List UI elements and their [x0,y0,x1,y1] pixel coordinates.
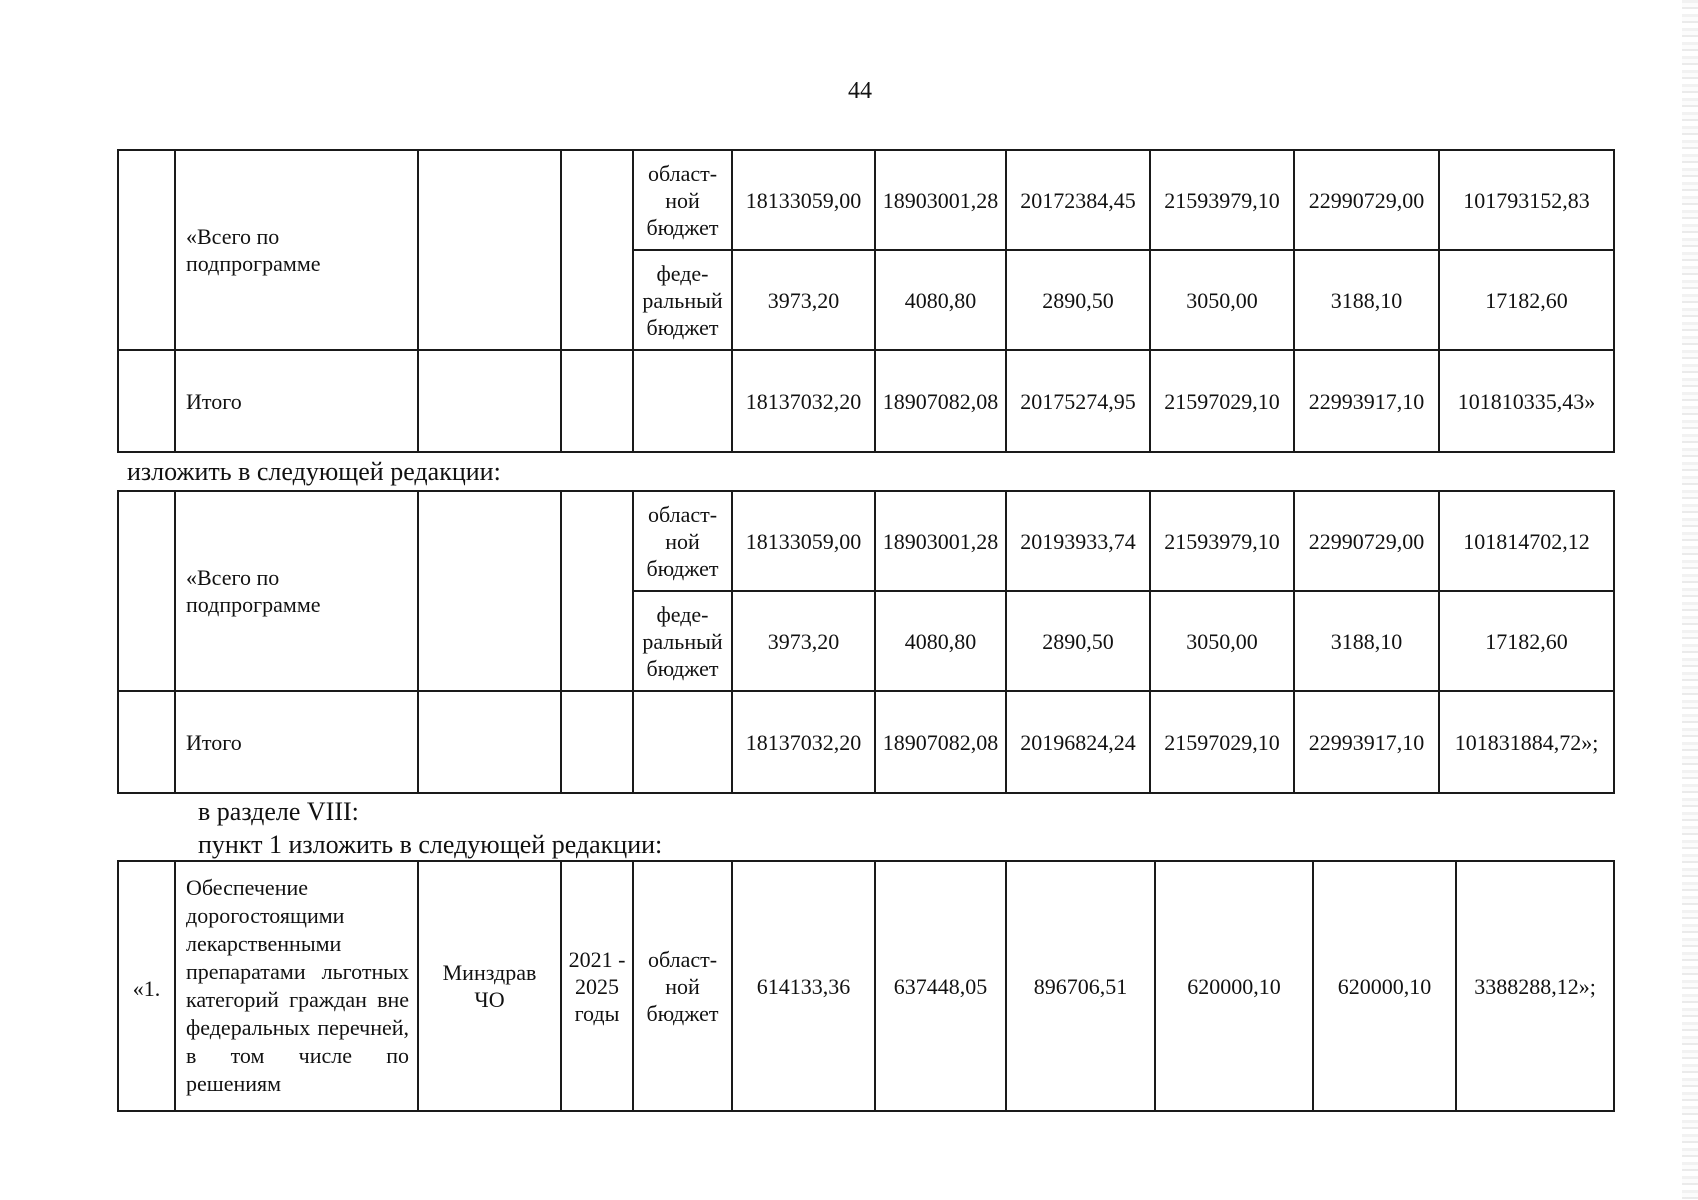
budget-source: област- ной бюджет [646,160,719,240]
old-subprogram-table [117,149,1615,453]
number-cell [118,350,175,452]
budget-source-cell [633,150,732,250]
item-description-cell [175,861,418,1111]
value-cell: 21593979,10 [1150,491,1294,591]
value-cell: 3050,00 [1150,591,1294,691]
value-cell: 20175274,95 [1006,350,1150,452]
table-row [118,861,1614,1111]
value-cell: 614133,36 [732,861,875,1111]
budget-source: област- ной бюджет [646,946,719,1026]
edition-text: изложить в следующей редакции: [127,457,501,486]
item-table [117,860,1615,1112]
table-row [118,491,1614,591]
executor-cell [418,150,561,350]
executor-cell [418,691,561,793]
item-number: «1. [132,975,161,1001]
period-cell [561,691,633,793]
table-row [118,691,1614,793]
number-cell [118,491,175,691]
value-cell: 4080,80 [875,591,1006,691]
value-cell: 18903001,28 [875,150,1006,250]
value-cell: 20172384,45 [1006,150,1150,250]
total-value-cell: 3388288,12»; [1456,861,1614,1111]
value-cell: 4080,80 [875,250,1006,350]
total-value-cell: 101793152,83 [1439,150,1614,250]
total-value-cell: 17182,60 [1439,250,1614,350]
value-cell: 3973,20 [732,591,875,691]
budget-source-cell [633,591,732,691]
value-cell: 22990729,00 [1294,150,1439,250]
value-cell: 3188,10 [1294,591,1439,691]
value-cell: 18133059,00 [732,150,875,250]
value-cell: 21597029,10 [1150,350,1294,452]
executor-cell [418,861,561,1111]
budget-source-cell [633,250,732,350]
value-cell: 20193933,74 [1006,491,1150,591]
scan-edge [1682,0,1698,1200]
value-cell: 21597029,10 [1150,691,1294,793]
section-text: в разделе VIII: [198,797,359,826]
executor: Минздрав ЧО [442,960,537,1012]
number-cell [118,150,175,350]
value-cell: 18903001,28 [875,491,1006,591]
total-label-cell: Итого [175,691,418,793]
value-cell: 22990729,00 [1294,491,1439,591]
value-cell: 21593979,10 [1150,150,1294,250]
number-cell [118,691,175,793]
value-cell: 22993917,10 [1294,691,1439,793]
budget-source-cell [633,861,732,1111]
total-value-cell: 17182,60 [1439,591,1614,691]
value-cell: 3050,00 [1150,250,1294,350]
item-number-cell [118,861,175,1111]
period-cell [561,491,633,691]
value-cell: 2890,50 [1006,250,1150,350]
subprogram-name: «Всего по подпрограмме [186,565,321,617]
subprogram-name: «Всего по подпрограмме [186,224,321,276]
total-value-cell: 101810335,43» [1439,350,1614,452]
table-row [118,150,1614,250]
period-cell [561,350,633,452]
period-cell [561,861,633,1111]
value-cell: 2890,50 [1006,591,1150,691]
value-cell: 18137032,20 [732,691,875,793]
executor-cell [418,350,561,452]
value-cell: 18133059,00 [732,491,875,591]
value-cell: 620000,10 [1155,861,1313,1111]
budget-source-cell [633,691,732,793]
budget-source-cell [633,491,732,591]
value-cell: 3188,10 [1294,250,1439,350]
budget-source: феде- ральный бюджет [642,601,723,681]
value-cell: 896706,51 [1006,861,1155,1111]
budget-source-cell [633,350,732,452]
total-value-cell: 101831884,72»; [1439,691,1614,793]
subprogram-name-cell [175,491,418,691]
value-cell: 18137032,20 [732,350,875,452]
value-cell: 620000,10 [1313,861,1456,1111]
value-cell: 20196824,24 [1006,691,1150,793]
total-value-cell: 101814702,12 [1439,491,1614,591]
period-cell [561,150,633,350]
value-cell: 3973,20 [732,250,875,350]
item-description: Обеспечение дорогостоящими лекарственными препаратами льготных категорий граждан вне федеральных перечней, в том числе по решениям [186,875,409,1096]
total-label-cell: Итого [175,350,418,452]
subprogram-name-cell [175,150,418,350]
point-text: пункт 1 изложить в следующей редакции: [198,830,663,859]
new-subprogram-table [117,490,1615,794]
value-cell: 18907082,08 [875,691,1006,793]
value-cell: 18907082,08 [875,350,1006,452]
value-cell: 22993917,10 [1294,350,1439,452]
period: 2021 - 2025 годы [568,946,626,1026]
budget-source: феде- ральный бюджет [642,260,723,340]
table-row [118,350,1614,452]
page-number: 44 [848,78,872,104]
executor-cell [418,491,561,691]
budget-source: област- ной бюджет [646,501,719,581]
value-cell: 637448,05 [875,861,1006,1111]
